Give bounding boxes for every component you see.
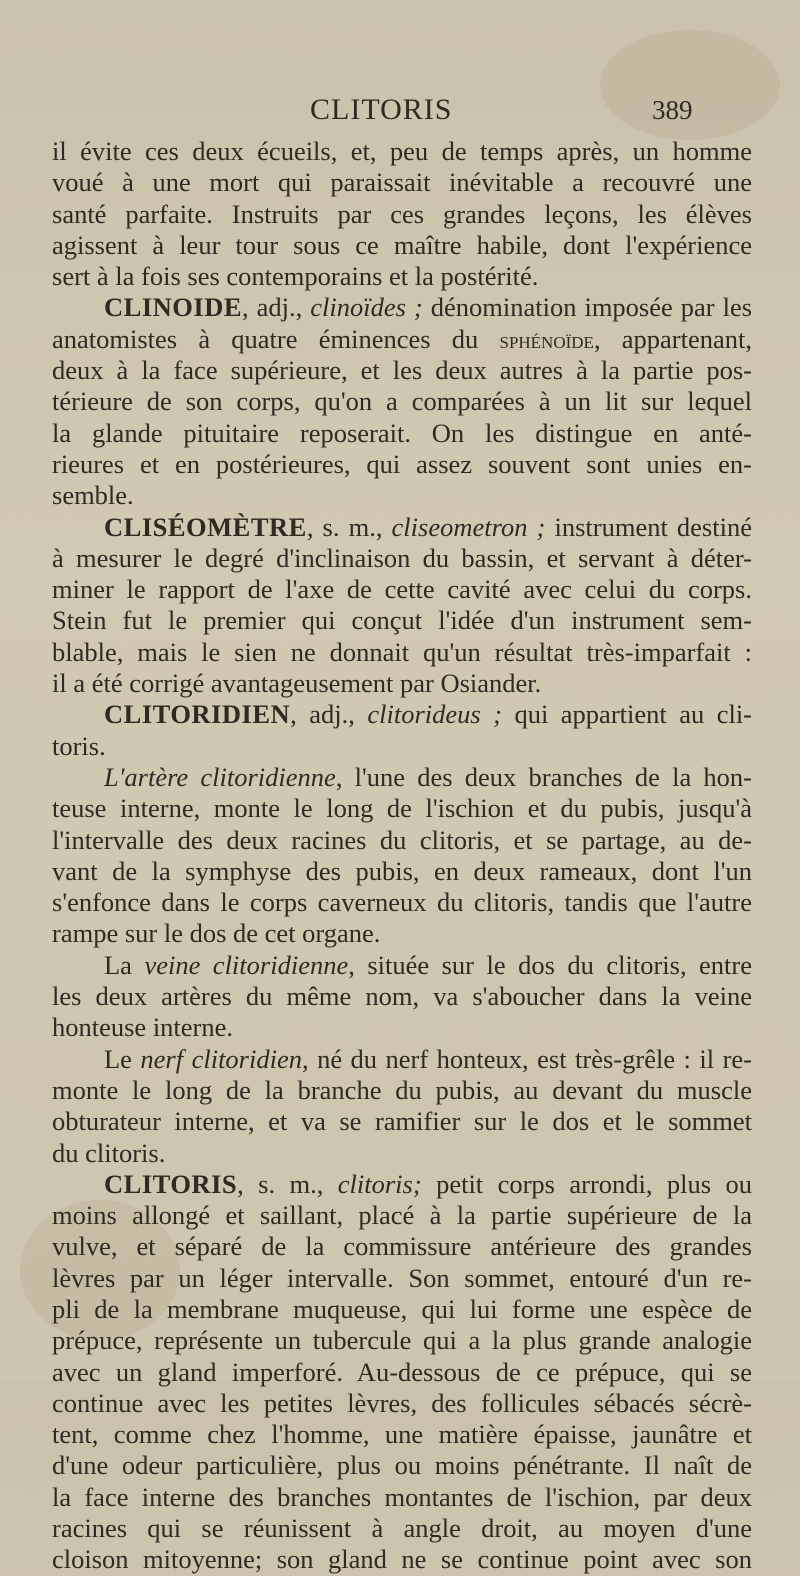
text-run: agissent à leur tour sous ce maître habile, dont l'expérience: [52, 229, 752, 260]
text-run: moins allongé et saillant, placé à la partie supérieure de la: [52, 1200, 752, 1231]
text-run: vulve, et séparé de la commissure antérieure des grandes: [52, 1231, 752, 1262]
text-line: [52, 261, 752, 292]
text-line: [52, 918, 752, 949]
text-line: [52, 167, 752, 198]
text-line: [52, 199, 752, 230]
text-run: honteuse interne.: [52, 1012, 234, 1043]
text-line: [52, 887, 752, 918]
text-line: [52, 1075, 752, 1106]
text-run: teuse interne, monte le long de l'ischion et du pubis, jusqu'à: [52, 793, 752, 824]
text-run: , l'une des deux branches de la hon-: [335, 761, 752, 792]
running-title: CLITORIS: [310, 93, 453, 126]
headword: CLITORIS: [104, 1168, 238, 1199]
text-run: miner le rapport de l'axe de cette cavité avec celui du corps.: [52, 574, 752, 605]
italic-term: L'artère clitoridienne: [104, 761, 336, 792]
headword: CLISÉOMÈTRE: [104, 511, 307, 542]
text-run: dénomination imposée par les: [422, 292, 752, 323]
text-run: lèvres par un léger intervalle. Son sommet, entouré d'un re-: [52, 1262, 752, 1293]
text-line: [52, 449, 752, 480]
page-number: 389: [652, 95, 693, 125]
text-line: [52, 1044, 752, 1075]
text-line: [52, 731, 752, 762]
text-line: [52, 1325, 752, 1356]
text-line: [52, 230, 752, 261]
text-run: d'une odeur particulière, plus ou moins pénétrante. Il naît de: [52, 1450, 752, 1481]
text-line: [52, 1482, 752, 1513]
text-line: [52, 1450, 752, 1481]
text-line: [52, 762, 752, 793]
text-run: avec un gland imperforé. Au-dessous de ce prépuce, qui se: [52, 1356, 752, 1387]
text-run: toris.: [52, 730, 106, 761]
text-run: rampe sur le dos de cet organe.: [52, 918, 381, 949]
text-line: [52, 1513, 752, 1544]
text-line: [52, 699, 752, 730]
text-line: [52, 1263, 752, 1294]
text-line: [52, 1419, 752, 1450]
text-line: [52, 856, 752, 887]
text-line: [52, 793, 752, 824]
text-line: [52, 1231, 752, 1262]
text-run: qui appartient au cli-: [502, 699, 752, 730]
text-line: [52, 605, 752, 636]
text-line: [52, 1106, 752, 1137]
text-line: [52, 292, 752, 323]
text-run: vant de la symphyse des pubis, en deux rameaux, dont l'un: [52, 855, 752, 886]
page-header: [0, 93, 800, 133]
text-line: [52, 1388, 752, 1419]
text-run: , s. m.,: [237, 1168, 338, 1199]
text-run: s'enfonce dans le corps caverneux du clitoris, tandis que l'autre: [52, 887, 752, 918]
text-line: [52, 386, 752, 417]
text-run: instrument destiné: [545, 511, 752, 542]
text-line: [52, 574, 752, 605]
text-line: [52, 136, 752, 167]
text-run: tent, comme chez l'homme, une matière épaisse, jaunâtre et: [52, 1419, 752, 1450]
text-run: à mesurer le degré d'inclinaison du bassin, et servant à déter-: [52, 542, 752, 573]
italic-term: clitorideus ;: [367, 699, 502, 730]
text-run: racines qui se réunissent à angle droit, au moyen d'une: [52, 1513, 752, 1544]
text-run: térieure de son corps, qu'on a comparées à un lit sur lequel: [52, 386, 752, 417]
text-run: petit corps arrondi, plus ou: [421, 1168, 752, 1199]
italic-term: nerf clitoridien: [140, 1043, 302, 1074]
text-run: les deux artères du même nom, va s'aboucher dans la veine: [52, 981, 752, 1012]
text-run: il a été corrigé avantageusement par Osiander.: [52, 668, 542, 699]
text-line: [52, 324, 752, 355]
dictionary-text: [52, 136, 752, 1576]
text-run: continue avec les petites lèvres, des follicules sébacés sécrè-: [52, 1387, 752, 1418]
text-line: [52, 981, 752, 1012]
text-line: [52, 950, 752, 981]
text-run: anatomistes à quatre éminences du: [52, 323, 500, 354]
text-line: [52, 1169, 752, 1200]
text-run: semble.: [52, 480, 134, 511]
text-run: monte le long de la branche du pubis, au devant du muscle: [52, 1074, 752, 1105]
text-run: Le: [104, 1043, 141, 1074]
italic-term: veine clitoridienne: [144, 949, 349, 980]
text-run: prépuce, représente un tubercule qui a la plus grande analogie: [52, 1325, 752, 1356]
text-run: santé parfaite. Instruits par ces grandes leçons, les élèves: [52, 198, 752, 229]
text-run: , adj.,: [290, 699, 368, 730]
text-line: [52, 668, 752, 699]
text-line: [52, 637, 752, 668]
text-run: cloison mitoyenne; son gland ne se continue point avec son: [52, 1544, 752, 1575]
text-run: obturateur interne, et va se ramifier sur le dos et le sommet: [52, 1106, 752, 1137]
text-run: , né du nerf honteux, est très-grêle : il re-: [301, 1043, 752, 1074]
italic-term: clinoïdes ;: [310, 292, 423, 323]
text-line: [52, 418, 752, 449]
headword: CLINOIDE: [104, 292, 243, 323]
italic-term: clitoris;: [337, 1168, 422, 1199]
text-run: pli de la membrane muqueuse, qui lui forme une espèce de: [52, 1293, 752, 1324]
text-run: il évite ces deux écueils, et, peu de temps après, un homme: [52, 136, 752, 166]
text-run: La: [104, 949, 145, 980]
text-run: , appartenant,: [593, 323, 752, 354]
text-line: [52, 543, 752, 574]
text-line: [52, 1200, 752, 1231]
text-run: blable, mais le sien ne donnait qu'un résultat très-imparfait :: [52, 636, 752, 667]
text-run: la face interne des branches montantes de l'ischion, par deux: [52, 1481, 752, 1512]
text-line: [52, 1138, 752, 1169]
text-run: rieures et en postérieures, qui assez souvent sont unies en-: [52, 448, 752, 479]
text-run: sert à la fois ses contemporains et la postérité.: [52, 261, 539, 292]
text-line: [52, 1357, 752, 1388]
text-run: , adj.,: [242, 292, 311, 323]
text-line: [52, 480, 752, 511]
italic-term: cliseometron ;: [391, 511, 546, 542]
text-line: [52, 355, 752, 386]
text-run: deux à la face supérieure, et les deux autres à la partie pos-: [52, 355, 752, 386]
headword: CLITORIDIEN: [104, 699, 291, 730]
text-run: , s. m.,: [306, 511, 392, 542]
text-run: l'intervalle des deux racines du clitoris, et se partage, au de-: [52, 824, 752, 855]
text-run: Stein fut le premier qui conçut l'idée d'un instrument sem-: [52, 605, 752, 636]
text-line: [52, 1544, 752, 1575]
small-caps-text: sphénoïde: [499, 327, 594, 354]
text-line: [52, 1012, 752, 1043]
text-line: [52, 825, 752, 856]
text-run: voué à une mort qui paraissait inévitable a recouvré une: [52, 167, 752, 198]
text-line: [52, 1294, 752, 1325]
text-run: , située sur le dos du clitoris, entre: [348, 949, 752, 980]
text-run: du clitoris.: [52, 1137, 166, 1168]
text-line: [52, 512, 752, 543]
text-run: la glande pituitaire reposerait. On les distingue en anté-: [52, 417, 752, 448]
